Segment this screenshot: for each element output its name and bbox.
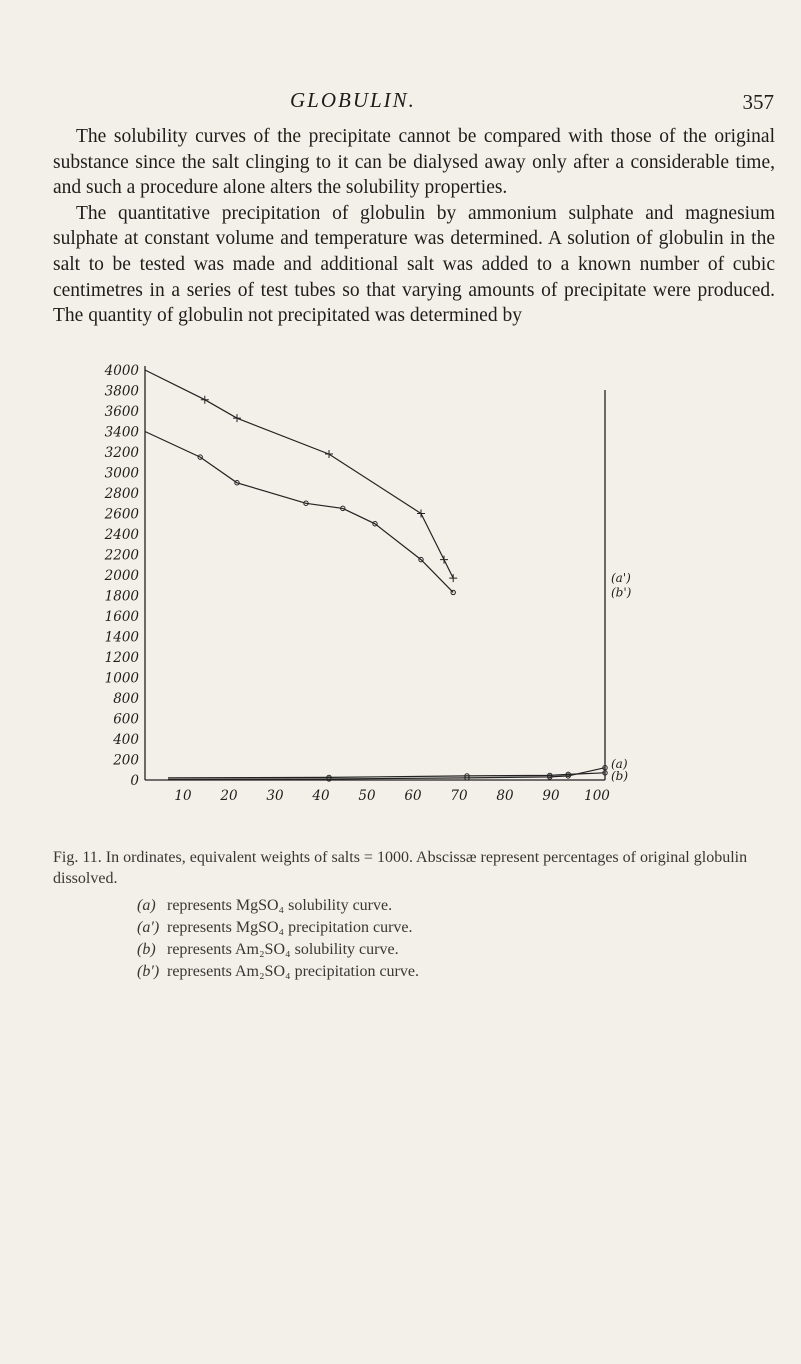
curve-label: (a): [611, 757, 628, 771]
y-tick-label: 1000: [104, 670, 139, 687]
curve-legend: [137, 895, 783, 983]
curve-label: (b): [611, 769, 629, 783]
y-tick-label: 2200: [104, 547, 139, 564]
x-tick-label: 60: [404, 788, 422, 804]
legend-text: represents Am₂SO₄ precipitation curve.: [167, 963, 419, 980]
y-tick-label: 1400: [104, 629, 139, 646]
paragraph-1: The solubility curves of the precipitate cannot be compared with those of the original substance since the salt clinging to it can be dialysed away only after a considerable time, and such a procedure alone alters the solubility properties.: [53, 126, 775, 199]
y-tick-label: 3400: [104, 424, 139, 441]
x-tick-label: 100: [584, 788, 610, 804]
chart-svg: [0, 360, 801, 820]
x-tick-label: 40: [312, 788, 330, 804]
data-point: [417, 510, 425, 518]
body-text: [53, 124, 775, 329]
page-header: [0, 88, 801, 118]
legend-item: [137, 917, 783, 939]
running-title: GLOBULIN.: [290, 88, 416, 112]
data-point: [451, 590, 455, 594]
curve-label: (a'): [611, 571, 631, 586]
y-tick-label: 4000: [104, 363, 139, 379]
legend-text: represents Am₂SO₄ solubility curve.: [167, 941, 399, 958]
figure-caption: [53, 847, 783, 983]
x-tick-label: 10: [174, 788, 192, 804]
x-tick-label: 80: [496, 788, 514, 804]
y-tick-label: 2000: [104, 568, 139, 584]
caption-text: In ordinates, equivalent weights of salts = 1000. Abscissæ represent percentages of original globulin dissolved.: [53, 849, 748, 887]
x-tick-label: 30: [266, 788, 284, 804]
y-tick-label: 600: [113, 711, 139, 728]
curve-label: (b'): [611, 585, 632, 600]
data-point: [440, 556, 448, 564]
y-tick-label: 3200: [104, 445, 139, 461]
data-point: [201, 396, 209, 404]
x-tick-label: 90: [542, 788, 560, 804]
x-tick-label: 50: [358, 788, 376, 804]
y-tick-label: 3600: [104, 404, 139, 420]
paragraph-2: The quantitative precipitation of globulin by ammonium sulphate and magnesium sulphate at constant volume and temperature was determined. A solution of globulin in the salt to be tested was made and additional salt was added to a known number of cubic centimetres in a series of test tubes so that varying amounts of precipitate were produced. The quantity of globulin not precipitated was determined by: [53, 202, 775, 327]
series-line: [145, 432, 453, 593]
y-tick-label: 2400: [104, 527, 139, 543]
y-tick-label: 3000: [104, 465, 139, 482]
y-tick-label: 400: [113, 732, 139, 748]
legend-item: [137, 895, 783, 917]
series-line: [145, 370, 453, 578]
y-tick-label: 1200: [104, 650, 139, 666]
legend-item: [137, 961, 783, 983]
legend-text: represents MgSO₄ solubility curve.: [167, 897, 393, 914]
y-tick-label: 2600: [104, 506, 139, 523]
y-tick-label: 2800: [104, 486, 139, 502]
legend-key: (b): [137, 941, 156, 958]
legend-key: (a′): [137, 919, 160, 936]
legend-item: [137, 939, 783, 961]
y-tick-label: 1800: [104, 588, 139, 605]
y-tick-label: 800: [113, 691, 139, 707]
data-point: [325, 450, 333, 458]
figure-chart: [0, 360, 801, 820]
y-tick-label: 3800: [104, 383, 139, 400]
legend-key: (a): [137, 897, 156, 914]
y-tick-label: 200: [113, 752, 139, 769]
y-tick-label: 1600: [104, 609, 139, 625]
page-number: 357: [742, 90, 774, 114]
y-tick-label: 0: [130, 773, 139, 789]
figure-label: Fig. 11.: [53, 849, 102, 866]
data-point: [449, 574, 457, 582]
legend-text: represents MgSO₄ precipitation curve.: [167, 919, 413, 936]
x-tick-label: 20: [220, 788, 238, 804]
x-tick-label: 70: [450, 788, 468, 804]
legend-key: (b′): [137, 963, 160, 980]
data-point: [233, 414, 241, 422]
